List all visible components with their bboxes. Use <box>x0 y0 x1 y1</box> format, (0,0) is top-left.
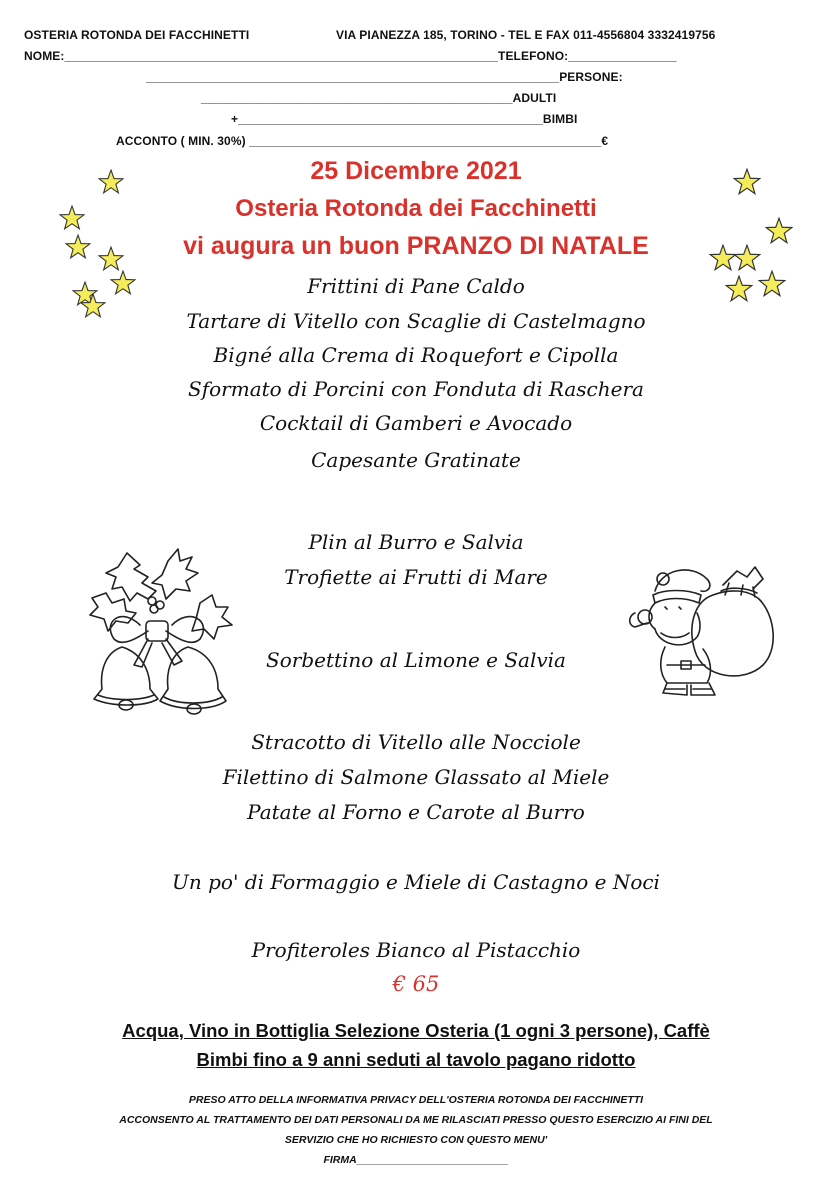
form-persone: _____________________________________________________________PERSONE: <box>146 70 623 84</box>
restaurant-name: OSTERIA ROTONDA DEI FACCHINETTI <box>24 28 250 42</box>
signature-line: FIRMA__________________________ <box>323 1154 509 1166</box>
form-acconto: ACCONTO ( MIN. 30%) ____________________________________________________€ <box>116 134 609 148</box>
privacy-line: ACCONSENTO AL TRATTAMENTO DEI DATI PERSONALI DA ME RILASCIATI PRESSO QUESTO ESERCIZIO AI FINI DEL <box>119 1114 713 1126</box>
form-nome-telefono: NOME:________________________________________________________________TELEFONO:________________ <box>24 49 677 63</box>
star-icon <box>65 234 91 260</box>
menu-item-antipasto: Capesante Gratinate <box>311 448 521 472</box>
menu-item-dolce: Profiteroles Bianco al Pistacchio <box>251 938 581 962</box>
star-icon <box>733 244 761 272</box>
form-adulti: ______________________________________________ADULTI <box>201 91 557 105</box>
menu-item-formaggi: Un po' di Formaggio e Miele di Castagno e Noci <box>172 870 660 894</box>
menu-item-antipasto: Tartare di Vitello con Scaglie di Castelmagno <box>186 309 646 333</box>
privacy-line: PRESO ATTO DELLA INFORMATIVA PRIVACY DELL'OSTERIA ROTONDA DEI FACCHINETTI <box>188 1094 644 1106</box>
christmas-bells-icon <box>82 543 242 718</box>
menu-item-antipasto: Sformato di Porcini con Fonduta di Raschera <box>188 377 644 401</box>
star-icon <box>98 169 124 195</box>
form-bimbi: +_____________________________________________BIMBI <box>231 112 578 126</box>
santa-claus-icon <box>625 555 785 700</box>
privacy-line: SERVIZIO CHE HO RICHIESTO CON QUESTO MENU' <box>284 1134 548 1146</box>
children-pricing-note: Bimbi fino a 9 anni seduti al tavolo pagano ridotto <box>196 1049 636 1070</box>
menu-date: 25 Dicembre 2021 <box>310 157 522 185</box>
star-icon <box>733 168 761 196</box>
star-icon <box>59 205 85 231</box>
star-icon <box>765 217 793 245</box>
menu-item-sorbetto: Sorbettino al Limone e Salvia <box>266 648 566 672</box>
menu-item-antipasto: Bigné alla Crema di Roquefort e Cipolla <box>213 343 619 367</box>
included-drinks-note: Acqua, Vino in Bottiglia Selezione Osteria (1 ogni 3 persone), Caffè <box>122 1020 710 1041</box>
menu-price: € 65 <box>392 972 440 996</box>
menu-item-primo: Plin al Burro e Salvia <box>308 530 524 554</box>
menu-greeting: vi augura un buon PRANZO DI NATALE <box>183 232 649 260</box>
star-icon <box>98 246 124 272</box>
menu-item-primo: Trofiette ai Frutti di Mare <box>284 565 548 589</box>
menu-item-secondo: Stracotto di Vitello alle Nocciole <box>251 730 581 754</box>
menu-item-antipasto: Frittini di Pane Caldo <box>307 274 525 298</box>
menu-restaurant-title: Osteria Rotonda dei Facchinetti <box>235 195 597 222</box>
menu-item-secondo: Filettino di Salmone Glassato al Miele <box>222 765 610 789</box>
restaurant-address: VIA PIANEZZA 185, TORINO - TEL E FAX 011-4556804 3332419756 <box>336 28 716 42</box>
menu-item-secondo: Patate al Forno e Carote al Burro <box>247 800 585 824</box>
menu-item-antipasto: Cocktail di Gamberi e Avocado <box>259 411 573 435</box>
